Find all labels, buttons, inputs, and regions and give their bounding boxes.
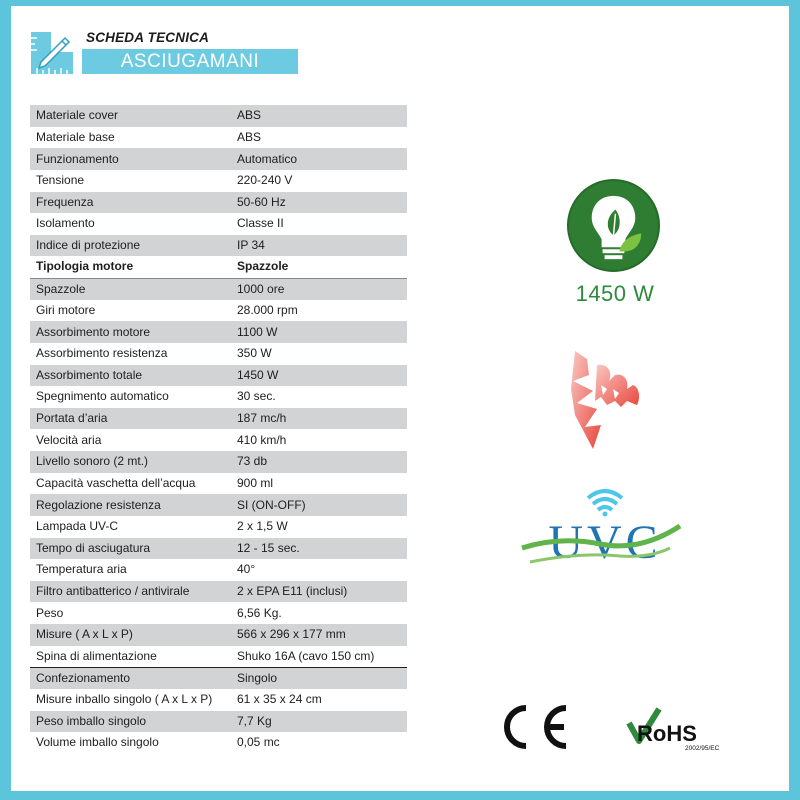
spec-value: 350 W xyxy=(233,343,407,365)
spec-value: Automatico xyxy=(233,148,407,170)
spec-label: Capacità vaschetta dell’acqua xyxy=(30,473,233,495)
spec-label: Livello sonoro (2 mt.) xyxy=(30,451,233,473)
table-row xyxy=(30,516,407,538)
table-row xyxy=(30,192,407,214)
uvc-waves-icon xyxy=(520,486,690,576)
spec-label: Indice di protezione xyxy=(30,235,233,257)
table-row xyxy=(30,127,407,149)
spec-value: 40° xyxy=(233,559,407,581)
spec-value: 12 - 15 sec. xyxy=(233,538,407,560)
spec-label: Assorbimento totale xyxy=(30,365,233,387)
spec-label: Materiale cover xyxy=(30,105,233,127)
table-row xyxy=(30,538,407,560)
table-row xyxy=(30,451,407,473)
spec-value: ABS xyxy=(233,105,407,127)
table-row xyxy=(30,689,407,711)
table-row xyxy=(30,711,407,733)
table-row xyxy=(30,494,407,516)
spec-label: Temperatura aria xyxy=(30,559,233,581)
spec-label: Frequenza xyxy=(30,192,233,214)
ce-mark-icon xyxy=(500,702,575,752)
spec-label: Misure inballo singolo ( A x L x P) xyxy=(30,689,233,711)
spec-value: Classe II xyxy=(233,213,407,235)
spec-value: Shuko 16A (cavo 150 cm) xyxy=(233,646,407,668)
spec-value: 0,05 mc xyxy=(233,732,407,754)
spec-label: Regolazione resistenza xyxy=(30,494,233,516)
spec-value: 1100 W xyxy=(233,321,407,343)
table-row xyxy=(30,732,407,754)
table-row xyxy=(30,581,407,603)
spec-value: 2 x 1,5 W xyxy=(233,516,407,538)
spec-value: 50-60 Hz xyxy=(233,192,407,214)
table-row xyxy=(30,429,407,451)
table-row xyxy=(30,213,407,235)
spec-label: Velocità aria xyxy=(30,429,233,451)
spec-label: Materiale base xyxy=(30,127,233,149)
spec-value: 410 km/h xyxy=(233,429,407,451)
spec-label: Misure ( A x L x P) xyxy=(30,624,233,646)
table-row xyxy=(30,170,407,192)
spec-value: Singolo xyxy=(233,667,407,689)
spec-label: Tipologia motore xyxy=(30,256,233,278)
spec-table xyxy=(30,105,407,754)
spec-value: 566 x 296 x 177 mm xyxy=(233,624,407,646)
table-row xyxy=(30,408,407,430)
spec-value: 2 x EPA E11 (inclusi) xyxy=(233,581,407,603)
eco-lightbulb-icon xyxy=(566,178,661,273)
table-row xyxy=(30,602,407,624)
spec-label: Tensione xyxy=(30,170,233,192)
table-row xyxy=(30,559,407,581)
spec-value: 6,56 Kg. xyxy=(233,602,407,624)
spec-label: Spina di alimentazione xyxy=(30,646,233,668)
spec-label: Giri motore xyxy=(30,300,233,322)
table-row xyxy=(30,473,407,495)
table-row xyxy=(30,386,407,408)
spec-value: 30 sec. xyxy=(233,386,407,408)
spec-label: Assorbimento resistenza xyxy=(30,343,233,365)
spec-label: Spazzole xyxy=(30,278,233,300)
spec-value: IP 34 xyxy=(233,235,407,257)
table-row xyxy=(30,300,407,322)
spec-value: 7,7 Kg xyxy=(233,711,407,733)
spec-label: Portata d’aria xyxy=(30,408,233,430)
spec-label: Spegnimento automatico xyxy=(30,386,233,408)
table-row xyxy=(30,365,407,387)
table-row xyxy=(30,235,407,257)
spec-value: 28.000 rpm xyxy=(233,300,407,322)
heat-waves-icon xyxy=(567,345,642,457)
table-row xyxy=(30,278,407,300)
spec-value: 1000 ore xyxy=(233,278,407,300)
rohs-text: RoHS xyxy=(637,721,697,746)
spec-value: SI (ON-OFF) xyxy=(233,494,407,516)
table-row xyxy=(30,321,407,343)
rohs-mark-icon xyxy=(625,705,735,755)
spec-label: Isolamento xyxy=(30,213,233,235)
table-row xyxy=(30,343,407,365)
spec-value: 73 db xyxy=(233,451,407,473)
spec-value: ABS xyxy=(233,127,407,149)
uvc-text: UVC xyxy=(548,516,662,569)
spec-label: Peso xyxy=(30,602,233,624)
table-row xyxy=(30,667,407,689)
ruler-pencil-icon xyxy=(27,28,77,78)
table-row xyxy=(30,105,407,127)
table-row xyxy=(30,256,407,278)
rohs-subtext: 2002/95/EC xyxy=(685,745,720,752)
table-row xyxy=(30,646,407,668)
spec-label: Confezionamento xyxy=(30,667,233,689)
table-row xyxy=(30,624,407,646)
spec-label: Lampada UV-C xyxy=(30,516,233,538)
spec-value: 220-240 V xyxy=(233,170,407,192)
header-subtitle: SCHEDA TECNICA xyxy=(86,30,210,45)
spec-label: Volume imballo singolo xyxy=(30,732,233,754)
spec-value: 61 x 35 x 24 cm xyxy=(233,689,407,711)
power-rating: 1450 W xyxy=(575,281,655,306)
spec-label: Tempo di asciugatura xyxy=(30,538,233,560)
table-row xyxy=(30,148,407,170)
spec-label: Filtro antibatterico / antivirale xyxy=(30,581,233,603)
header-title: ASCIUGAMANI xyxy=(82,49,298,74)
spec-value: 900 ml xyxy=(233,473,407,495)
spec-label: Funzionamento xyxy=(30,148,233,170)
spec-value: 187 mc/h xyxy=(233,408,407,430)
spec-value: Spazzole xyxy=(233,256,407,278)
spec-value: 1450 W xyxy=(233,365,407,387)
spec-label: Peso imballo singolo xyxy=(30,711,233,733)
spec-label: Assorbimento motore xyxy=(30,321,233,343)
